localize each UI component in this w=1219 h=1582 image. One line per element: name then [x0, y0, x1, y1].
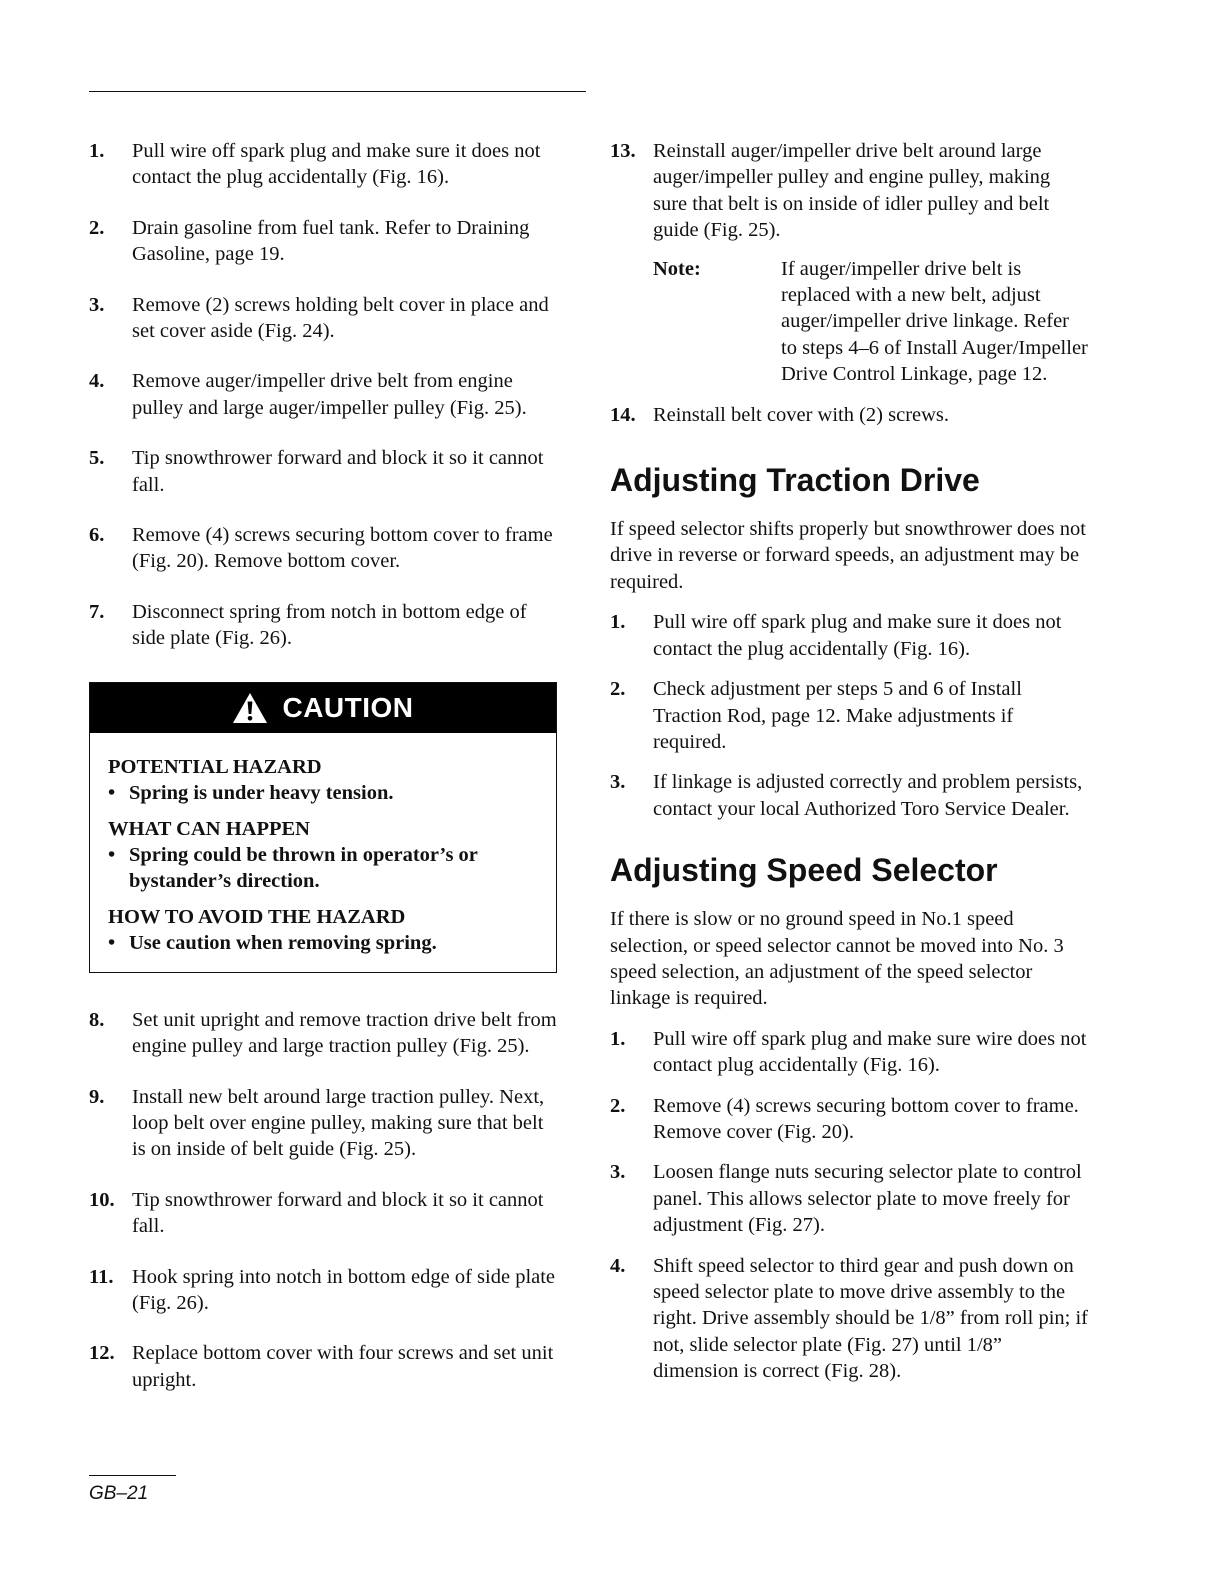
- step-number: 10.: [89, 1188, 115, 1211]
- step-text: Replace bottom cover with four screws and set unit upright.: [132, 1342, 554, 1391]
- step-number: 3.: [610, 1161, 626, 1184]
- step-text: Reinstall auger/impeller drive belt around large auger/impeller pulley and engine pulley, making sure that belt is on inside of idler pulley and belt guide (Fig. 25).: [653, 140, 1051, 242]
- step-number: 7.: [89, 600, 105, 623]
- step-item: [610, 609, 1088, 662]
- step-item: [89, 522, 559, 575]
- step-item: [610, 138, 1088, 244]
- step-item: [89, 1264, 559, 1317]
- step-text: Remove (4) screws securing bottom cover to frame. Remove cover (Fig. 20).: [653, 1094, 1079, 1143]
- step-text: Disconnect spring from notch in bottom edge of side plate (Fig. 26).: [132, 600, 527, 650]
- step-number: 1.: [89, 140, 105, 162]
- step-text: Set unit upright and remove traction drive belt from engine pulley and large traction pulley (Fig. 25).: [132, 1008, 557, 1058]
- step-item: [610, 402, 1088, 428]
- step-item: [610, 1159, 1088, 1238]
- caution-header: [90, 683, 556, 733]
- step-item: [89, 1187, 559, 1240]
- step-number: 13.: [610, 140, 636, 162]
- what-can-happen-text: • Spring could be thrown in operator’s or bystander’s direction.: [108, 842, 538, 894]
- step-item: [610, 1253, 1088, 1385]
- step-text: Check adjustment per steps 5 and 6 of Install Traction Rod, page 12. Make adjustments if required.: [653, 678, 1022, 753]
- step-text: Pull wire off spark plug and make sure wire does not contact plug accidentally (Fig. 16).: [653, 1027, 1087, 1077]
- step-text: Pull wire off spark plug and make sure it does not contact the plug accidentally (Fig. 16).: [132, 140, 541, 189]
- traction-drive-intro: If speed selector shifts properly but snowthrower does not drive in reverse or forward speeds, an adjustment may be required.: [610, 518, 1086, 593]
- step-item: [610, 1093, 1088, 1146]
- step-text: Loosen flange nuts securing selector plate to control panel. This allows selector plate to move freely for adjustment (Fig. 27).: [653, 1161, 1082, 1237]
- step-number: 3.: [610, 771, 626, 794]
- step-number: 12.: [89, 1342, 115, 1365]
- avoid-hazard-text: • Use caution when removing spring.: [108, 930, 538, 956]
- step-item: [89, 292, 559, 345]
- step-text: Remove auger/impeller drive belt from engine pulley and large auger/impeller pulley (Fig. 25).: [132, 370, 527, 419]
- step-item: [89, 1340, 559, 1393]
- potential-hazard-label: POTENTIAL HAZARD: [108, 755, 322, 778]
- step-text: Tip snowthrower forward and block it so it cannot fall.: [132, 1188, 544, 1238]
- traction-drive-steps: [610, 609, 1088, 822]
- traction-drive-heading: Adjusting Traction Drive: [610, 462, 980, 499]
- step-list-left-a: [89, 138, 559, 652]
- step-item: [89, 599, 559, 652]
- step-text: Install new belt around large traction pulley. Next, loop belt over engine pulley, making sure that belt is on inside of belt guide (Fig. 25).: [132, 1085, 545, 1161]
- step-number: 3.: [89, 293, 105, 316]
- step-number: 2.: [89, 216, 105, 239]
- header-rule: [89, 91, 586, 92]
- step-text: Reinstall belt cover with (2) screws.: [653, 403, 950, 426]
- speed-selector-intro: If there is slow or no ground speed in No.1 speed selection, or speed selector cannot be moved into No. 3 speed selection, an adjustment of the speed selector linkage is required.: [610, 908, 1064, 1010]
- step-item: [89, 215, 559, 268]
- left-column: [89, 138, 559, 1417]
- speed-selector-heading: Adjusting Speed Selector: [610, 852, 998, 889]
- step-item: [610, 676, 1088, 755]
- step-number: 14.: [610, 403, 636, 426]
- step-number: 2.: [610, 678, 626, 701]
- step-list-left-b: [89, 1007, 559, 1393]
- right-column: [610, 138, 1088, 1399]
- footer-rule: [89, 1475, 176, 1476]
- step-item: [89, 445, 559, 498]
- warning-triangle-icon: [232, 692, 268, 724]
- step-item: [89, 138, 559, 191]
- step-text: Pull wire off spark plug and make sure it does not contact the plug accidentally (Fig. 16).: [653, 611, 1062, 660]
- page-number: GB–21: [89, 1483, 149, 1504]
- step-item: [610, 769, 1088, 822]
- step-item: [89, 1007, 559, 1060]
- note-label: Note:: [653, 257, 701, 280]
- note: [653, 256, 1088, 388]
- step-text: Hook spring into notch in bottom edge of side plate (Fig. 26).: [132, 1265, 556, 1314]
- step-text: Tip snowthrower forward and block it so it cannot fall.: [132, 447, 544, 496]
- step-number: 2.: [610, 1094, 626, 1117]
- potential-hazard-text: • Spring is under heavy tension.: [108, 780, 538, 806]
- step-number: 8.: [89, 1008, 105, 1031]
- step-text: Remove (2) screws holding belt cover in place and set cover aside (Fig. 24).: [132, 293, 549, 343]
- caution-box: [89, 682, 557, 973]
- caution-body: [90, 733, 556, 972]
- step-text: Drain gasoline from fuel tank. Refer to Draining Gasoline, page 19.: [132, 216, 530, 266]
- step-item: [89, 368, 559, 421]
- step-number: 4.: [610, 1254, 626, 1277]
- what-can-happen-label: WHAT CAN HAPPEN: [108, 817, 310, 840]
- step-text: If linkage is adjusted correctly and problem persists, contact your local Authorized Toro Service Dealer.: [653, 771, 1083, 820]
- step-item: [610, 1026, 1088, 1079]
- avoid-hazard-label: HOW TO AVOID THE HAZARD: [108, 905, 406, 928]
- step-number: 1.: [610, 1027, 626, 1050]
- speed-selector-steps: [610, 1026, 1088, 1385]
- step-text: Shift speed selector to third gear and push down on speed selector plate to move drive assembly to the right. Drive assembly should be 1/8” from roll pin; if not, slide selector plate (Fig. 27) until 1/8” dimension is correct (Fig. 28).: [653, 1254, 1088, 1383]
- caution-title: CAUTION: [282, 691, 414, 723]
- step-number: 9.: [89, 1085, 105, 1108]
- step-number: 1.: [610, 611, 626, 634]
- step-number: 4.: [89, 370, 105, 393]
- step-text: Remove (4) screws securing bottom cover to frame (Fig. 20). Remove bottom cover.: [132, 524, 553, 573]
- step-item: [89, 1084, 559, 1163]
- note-text: If auger/impeller drive belt is replaced with a new belt, adjust auger/impeller drive linkage. Refer to steps 4–6 of Install Auger/Impeller Drive Control Linkage, page 12.: [781, 257, 1088, 386]
- step-number: 11.: [89, 1265, 114, 1288]
- step-number: 6.: [89, 524, 105, 547]
- step-number: 5.: [89, 447, 105, 470]
